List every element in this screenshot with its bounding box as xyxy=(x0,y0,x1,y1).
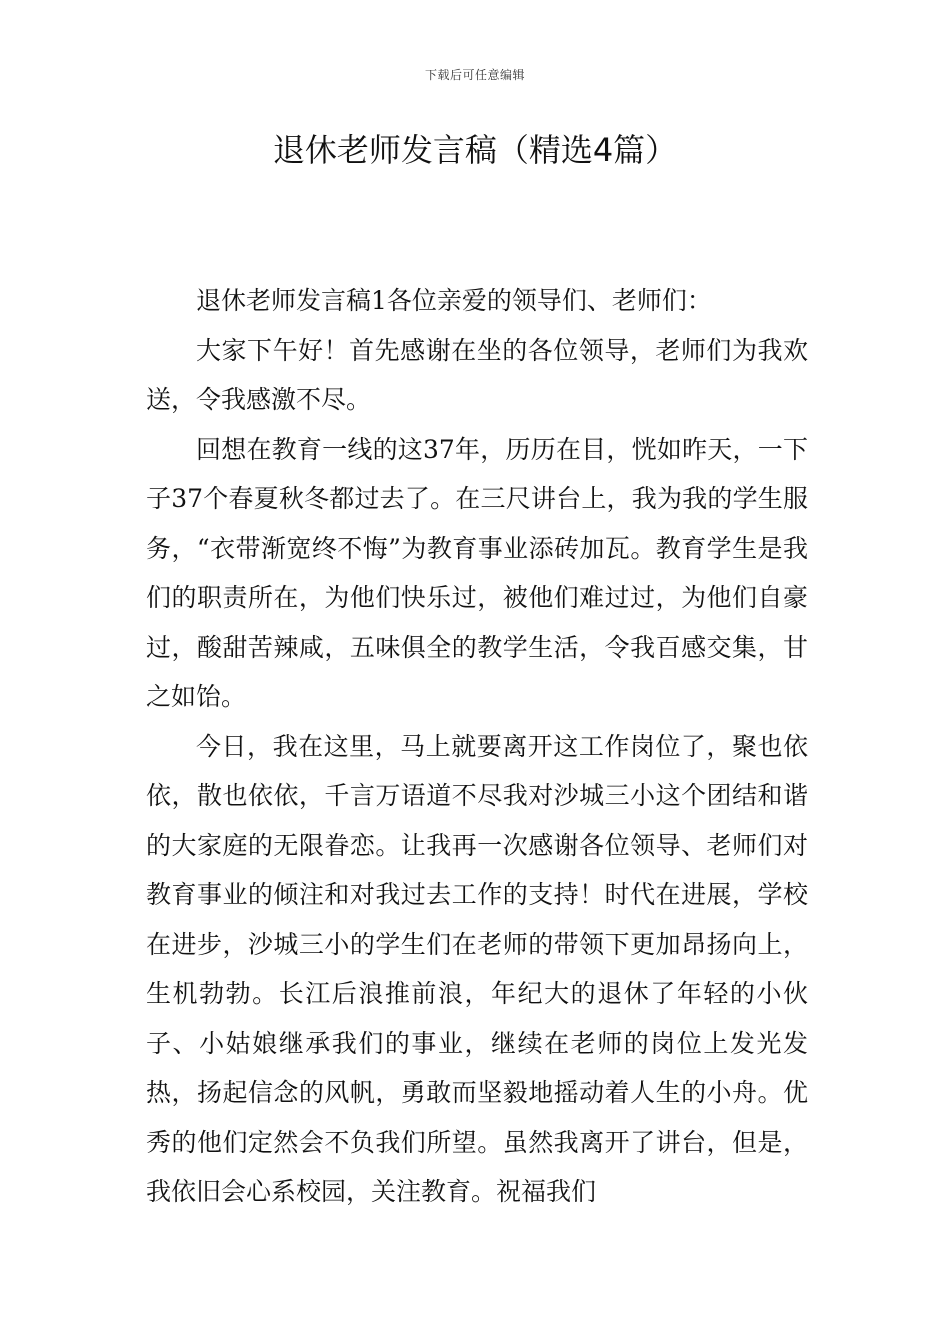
header-note: 下载后可任意编辑 xyxy=(424,68,525,82)
document-title: 退休老师发言稿（精选4篇） xyxy=(272,131,678,169)
document-body xyxy=(146,276,808,1217)
paragraph-reflection: 回想在教育一线的这37年，历历在目，恍如昨天，一下子37个春夏秋冬都过去了。在三尺讲台上，我为我的学生服务，“衣带渐宽终不悔”为教育事业添砖加瓦。教育学生是我们的职责所在，为他们快乐过，被他们难过过，为他们自豪过，酸甜苦辣咸，五味俱全的教学生活，令我百感交集，甘之如饴。 xyxy=(146,434,808,711)
paragraph-farewell: 今日，我在这里，马上就要离开这工作岗位了，聚也依依，散也依依，千言万语道不尽我对沙城三小这个团结和谐的大家庭的无限眷恋。让我再一次感谢各位领导、老师们对教育事业的倾注和对我过去工作的支持！时代在进展，学校在进步，沙城三小的学生们在老师的带领下更加昂扬向上，生机勃勃。长江后浪推前浪，年纪大的退休了年轻的小伙子、小姑娘继承我们的事业，继续在老师的岗位上发光发热，扬起信念的风帆，勇敢而坚毅地摇动着人生的小舟。优秀的他们定然会不负我们所望。虽然我离开了讲台，但是，我依旧会心系校园，关注教育。祝福我们 xyxy=(146,731,808,1206)
paragraph-opening: 大家下午好！首先感谢在坐的各位领导，老师们为我欢送，令我感激不尽。 xyxy=(146,335,808,414)
paragraph-greeting: 退休老师发言稿1各位亲爱的领导们、老师们： xyxy=(196,286,712,315)
